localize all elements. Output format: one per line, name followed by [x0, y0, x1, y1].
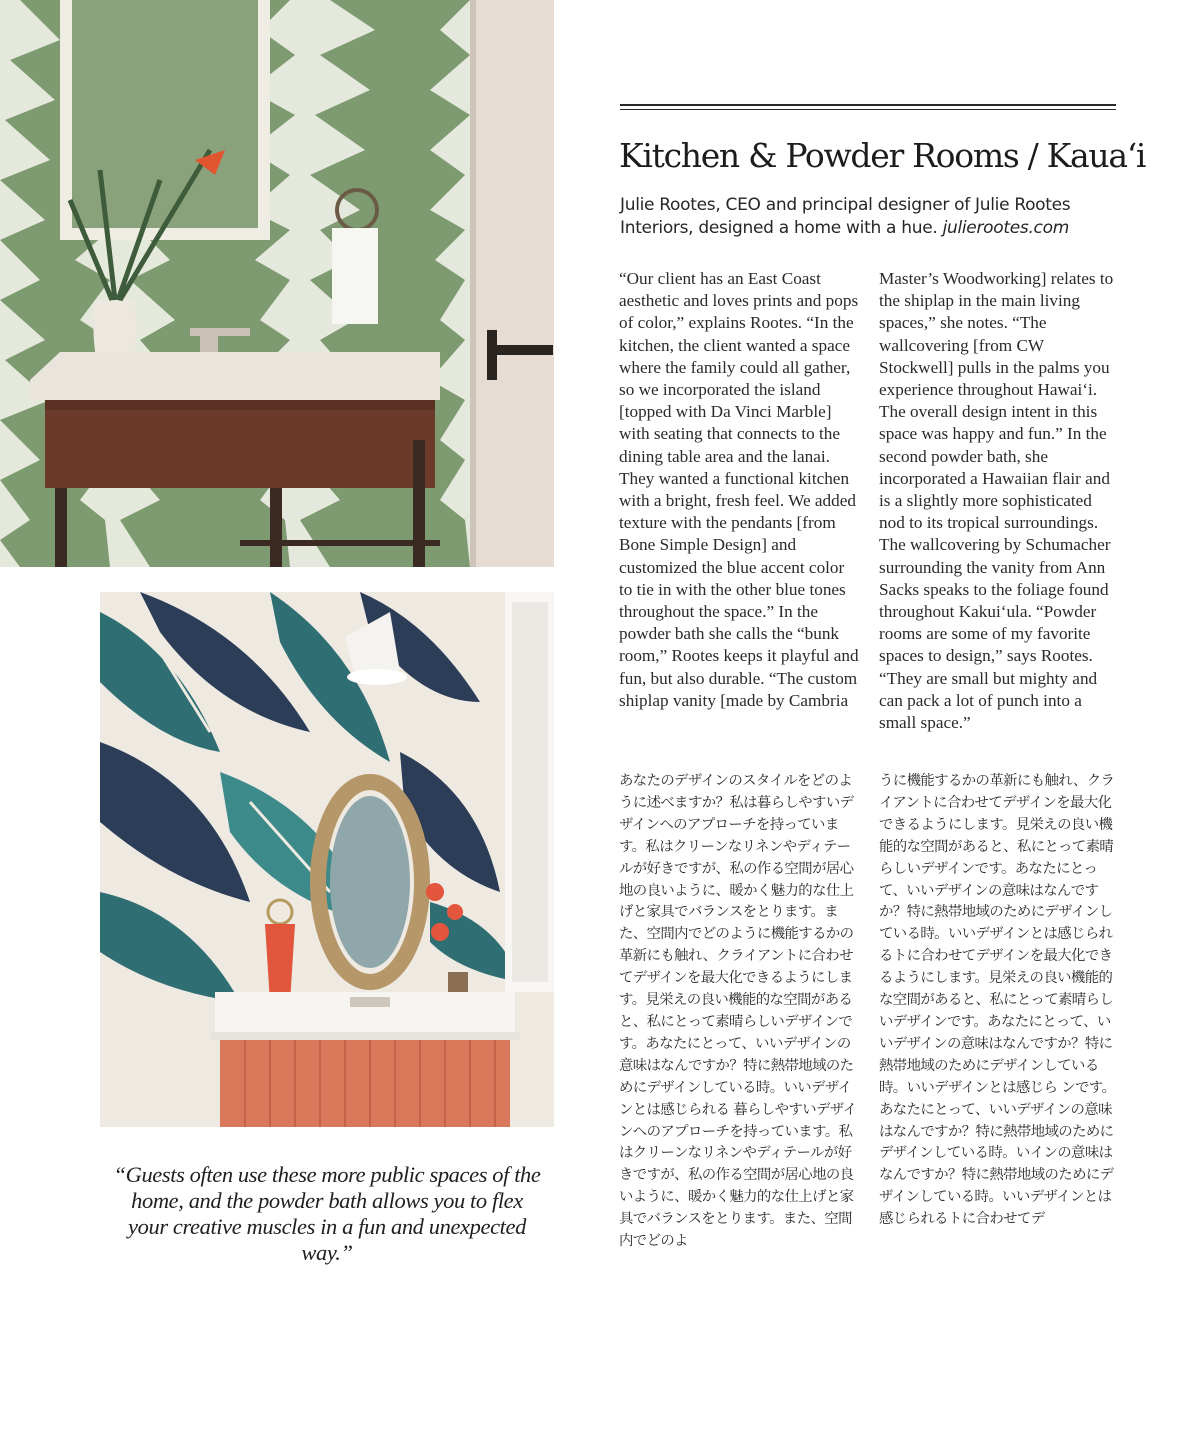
banana-leaf-powder-room-illustration [100, 592, 554, 1127]
japanese-body-column-1: あなたのデザインのスタイルをどのように述べますか？私は暮らしやすいデザインへのアプローチを持っています。私はクリーンなリネンやディテールが好きですが、私の作る空間が居心地の良いように、暖かく魅力的な仕上げと家具でバランスをとります。また、空間内でどのように機能するかの革新にも触れ、クライアントに合わせてデザインを最大化できるようにします。見栄えの良い機能的な空間があると、私にとって素晴らしいデザインです。あなたにとって、いいデザインの意味はなんですか？特に熱帯地域のためにデザインしている時。いいデザインとは感じられる 暮らしやすいデザインへのアプローチを持っています。私はクリーンなリネンやディテールが好きですが、私の作る空間が居心地の良いように、暖かく魅力的な仕上げと家具でバランスをとります。また、空間内でどのよ [619, 773, 857, 1250]
intro-text: Julie Rootes, CEO and principal designer of Julie Rootes Interiors, designed a home with a hue. [620, 195, 1071, 238]
pull-quote: “Guests often use these more public spaces of the home, and the powder bath allows you to flex your creative muscles in a fun and unexpected way.” [113, 1162, 541, 1265]
article-intro [620, 194, 1120, 239]
green-powder-room-illustration [0, 0, 554, 567]
article-title: Kitchen & Powder Rooms / Kaua‘i [619, 136, 1146, 175]
website-link[interactable]: julierootes.com [942, 217, 1069, 238]
header-rule-thick [620, 104, 1116, 106]
english-body-column-1: “Our client has an East Coast aesthetic and loves prints and pops of color,” explains Rootes. “In the kitchen, the client wanted a space where the family could all gather, so we incorporated the island [topped with Da Vinci Marble] with seating that connects to the dining table area and the lanai. They wanted a functional kitchen with a bright, fresh feel. We added texture with the pendants [from Bone Simple Design] and customized the blue accent color to tie in with the other blue tones throughout the space.” In the powder bath she calls the “bunk room,” Rootes keeps it playful and fun, but also durable. “The custom shiplap vanity [made by Cambria [619, 269, 859, 710]
japanese-body-column-2: うに機能するかの革新にも触れ、クライアントに合わせてデザインを最大化できるようにします。見栄えの良い機能的な空間があると、私にとって素晴らしいデザインです。あなたにとって、いいデザインの意味はなんですか？特に熱帯地域のためにデザインしている時。いいデザインとは感じられるトに合わせてデザインを最大化できるようにします。見栄えの良い機能的な空間があると、私にとって素晴らしいデザインです。あなたにとって、いいデザインの意味はなんですか？特に熱帯地域のためにデザインしている時。いいデザインとは感じら ンです。あなたにとって、いいデザインの意味はなんですか？特に熱帯地域のためにデザインしている時。いインの意味はなんですか？特に熱帯地域のためにデザインしている時。いいデザインとは感じられるトに合わせてデ [879, 773, 1116, 1228]
header-rule-thin [620, 109, 1116, 110]
photo-banana-leaf-powder-room [100, 592, 554, 1127]
english-body-column-2: Master’s Woodworking] relates to the shiplap in the main living spaces,” she notes. “The wallcovering [from CW Stockwell] pulls in the palms you experience throughout Hawai‘i. The overall design intent in this space was happy and fun.” In the second powder bath, she incorporated a Hawaiian flair and is a slightly more sophisticated nod to its tropical surroundings. The wallcovering by Schumacher surrounding the vanity from Ann Sacks speaks to the foliage found throughout Kakui‘ula. “Powder rooms are some of my favorite spaces to design,” says Rootes. “They are small but mighty and can pack a lot of punch into a small space.” [879, 269, 1114, 733]
photo-green-powder-room [0, 0, 554, 567]
